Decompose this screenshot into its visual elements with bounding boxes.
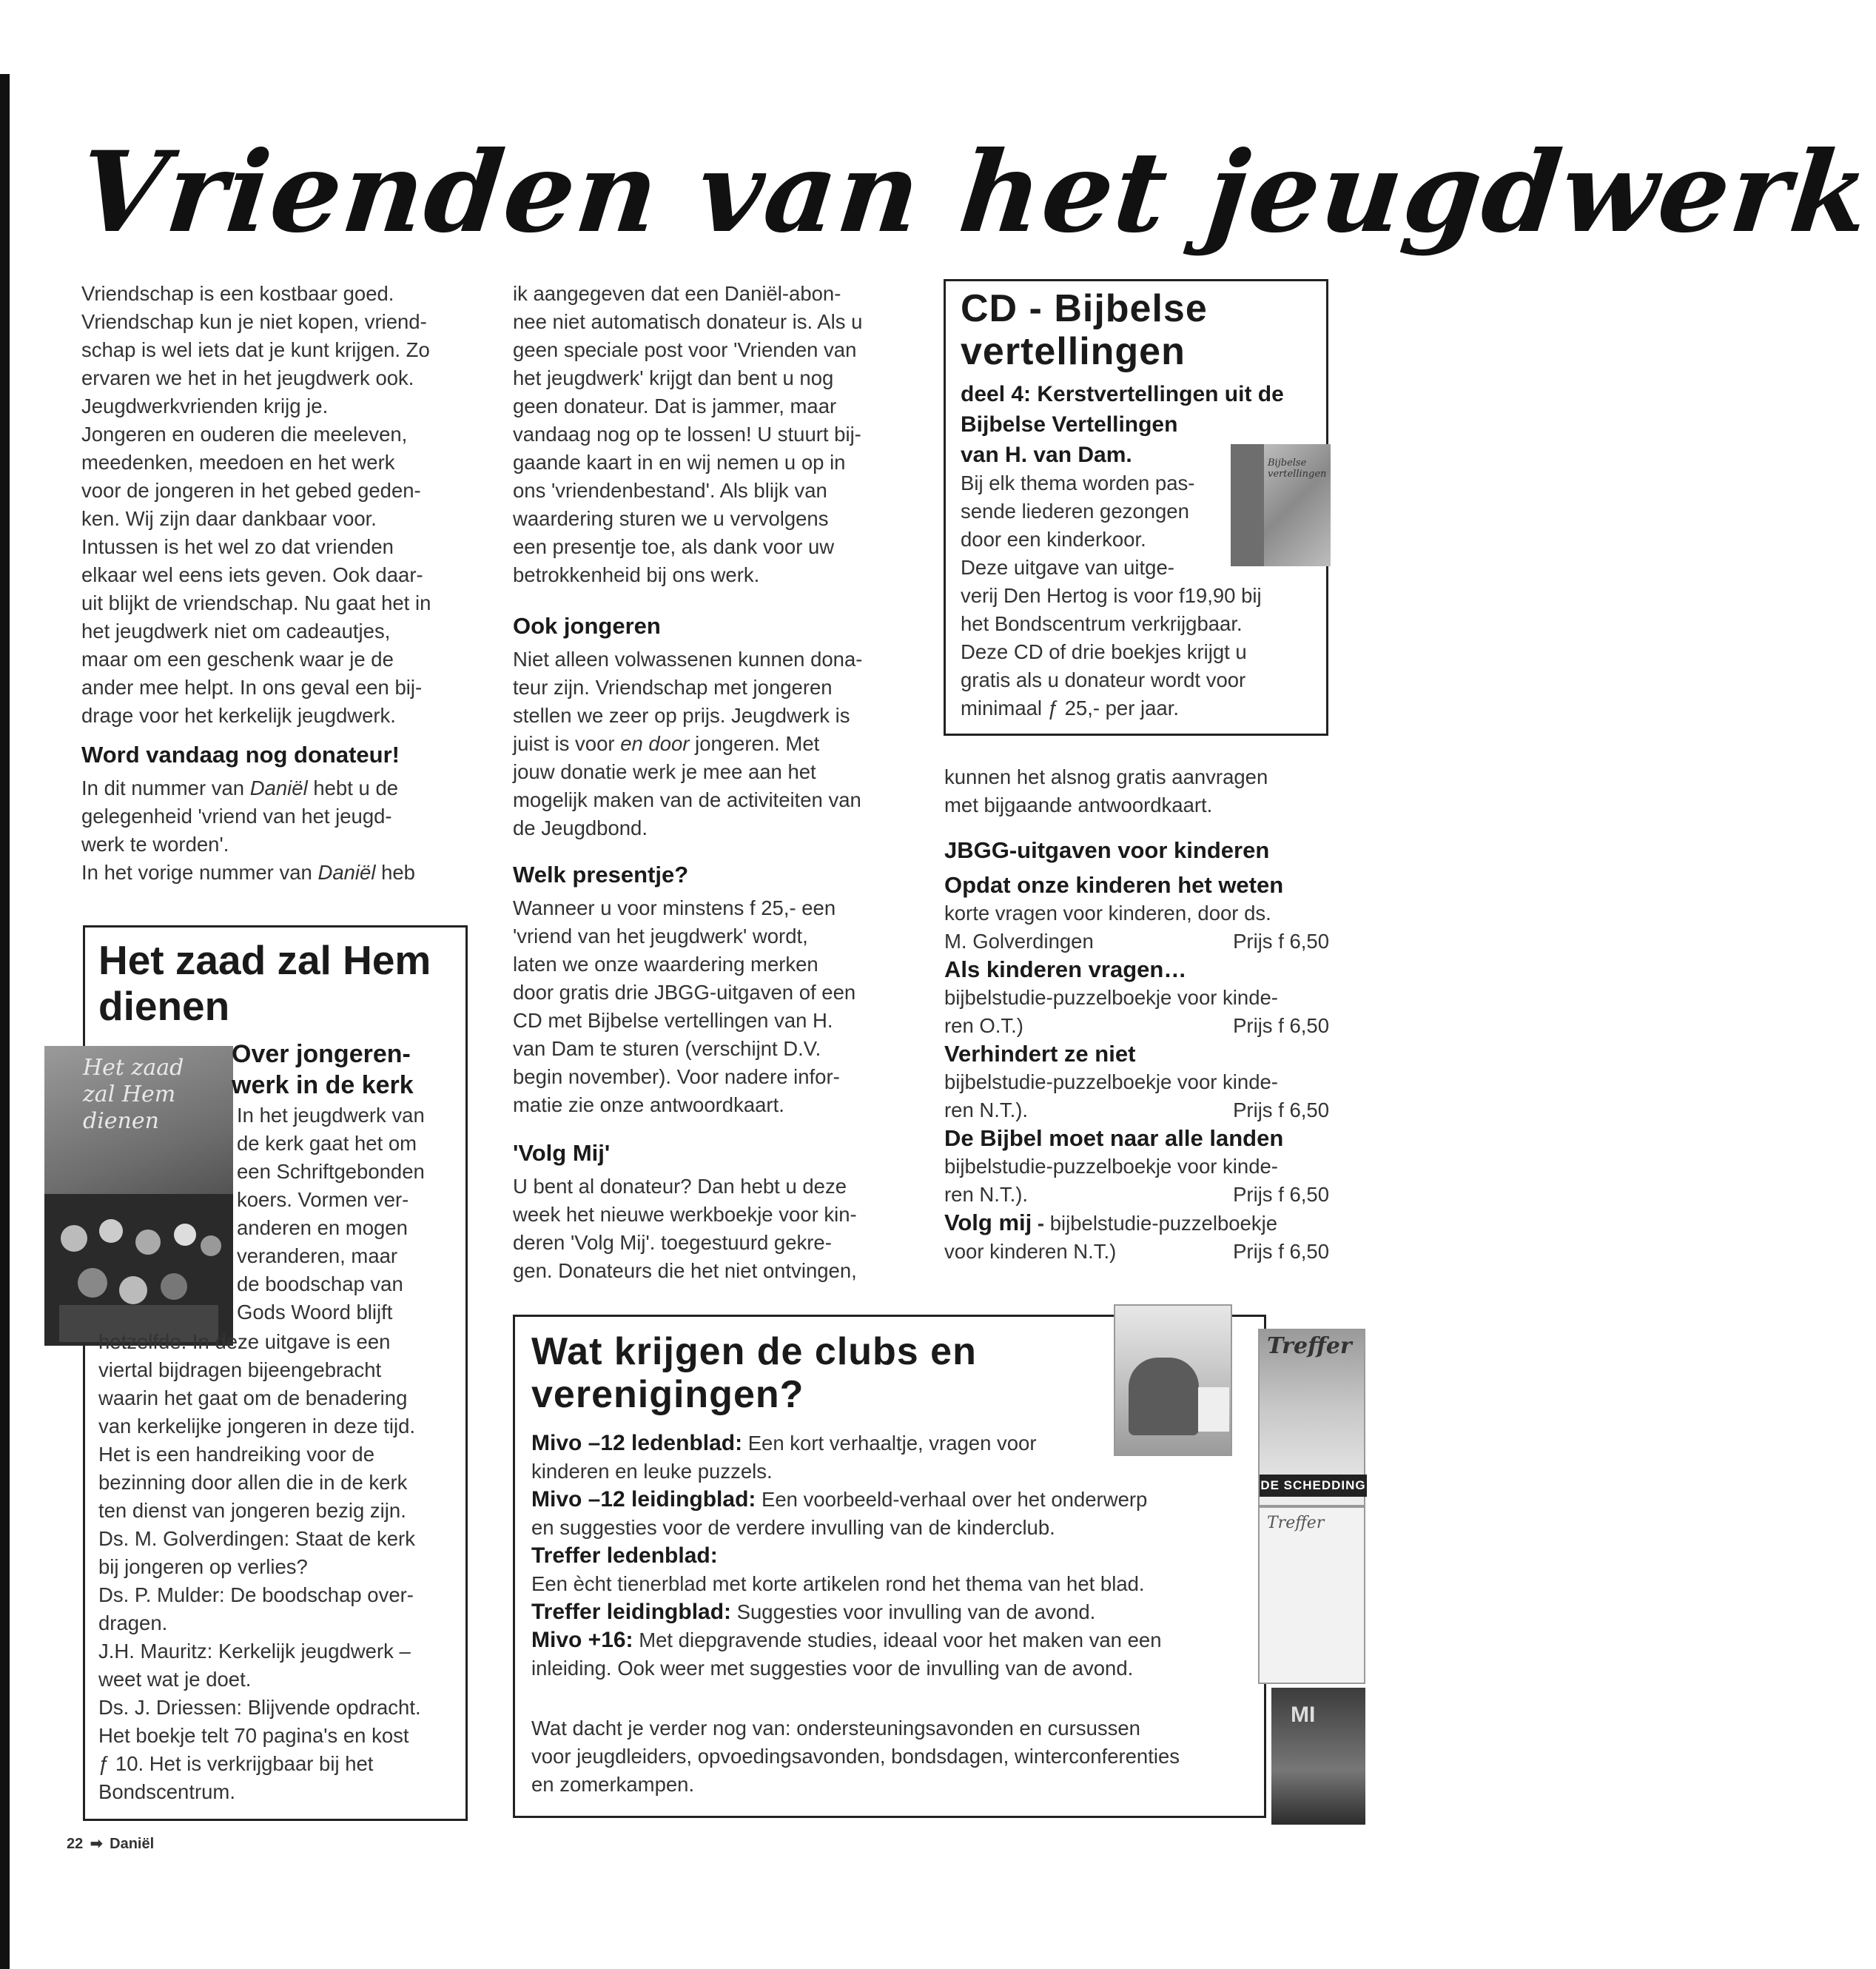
jbgg-item-price: Prijs f 6,50 [1233,1183,1329,1206]
jbgg-item-title: Opdat onze kinderen het weten [944,872,1284,898]
text-line: nee niet automatisch donateur is. Als u [513,310,863,333]
text-line: koers. Vormen ver- [237,1188,409,1211]
cd-box-title: CD - Bijbelse vertellingen [961,287,1208,374]
cd-box [944,279,1328,736]
text-line: Intussen is het wel zo dat vrienden [81,535,394,558]
text-line: ervaren we het in het jeugdwerk ook. [81,366,414,389]
text-line: bij jongeren op verlies? [98,1555,308,1578]
column-2 [513,280,912,1285]
text-line: deren 'Volg Mij'. toegestuurd gekre- [513,1231,832,1254]
club-entry: Treffer ledenblad: Een ècht tienerblad met korte artikelen rond het thema van het blad. [531,1543,1145,1595]
text-line: 'vriend van het jeugdwerk' wordt, [513,925,808,947]
text-line: ken. Wij zijn daar dankbaar voor. [81,507,377,530]
text-line: veranderen, maar [237,1244,398,1267]
text-line: minimaal ƒ 25,- per jaar. [961,697,1179,719]
column-3 [944,763,1329,1266]
text-line: begin november). Voor nadere infor- [513,1065,840,1088]
text-line: de kerk gaat het om [237,1132,417,1155]
text-line: van Dam te sturen (verschijnt D.V. [513,1037,821,1060]
club-entry: Mivo +16: Met diepgravende studies, ideaal voor het maken van een inleiding. Ook weer met suggesties voor de invulling van de avond. [531,1628,1162,1680]
text-line: Deze CD of drie boekjes krijgt u [961,640,1247,663]
text-line: het Bondscentrum verkrijgbaar. [961,612,1243,635]
book-box-wrap-text [237,1101,474,1326]
text-line: en zomerkampen. [531,1773,695,1796]
book-cover-title: Het zaad zal Hem dienen [83,1055,184,1134]
page-footer: 22 ➡ Daniël [67,1836,155,1852]
text-line: de Jeugdbond. [513,816,648,839]
jbgg-item-price: Prijs f 6,50 [1233,1014,1329,1037]
text-line: geen speciale post voor 'Vrienden van [513,338,857,361]
text-line: anderen en mogen [237,1216,408,1239]
text-line: matie zie onze antwoordkaart. [513,1093,784,1116]
text-line: ƒ 10. Het is verkrijgbaar bij het [98,1752,374,1775]
text-line: viertal bijdragen bijeengebracht [98,1358,382,1381]
text-line: In het jeugdwerk van [237,1104,425,1127]
jbgg-item-desc-end: ren O.T.) [944,1014,1023,1037]
jbgg-item-list [944,871,1329,1266]
text-line: Het boekje telt 70 pagina's en kost [98,1724,409,1747]
text-line: elkaar wel eens iets geven. Ook daar- [81,563,423,586]
text-line: Ds. J. Driessen: Blijvende opdracht. [98,1696,421,1719]
text-line: dragen. [98,1611,168,1634]
text-line: Wat dacht je verder nog van: ondersteuningsavonden en cursussen [531,1717,1140,1740]
text-line: geen donateur. Dat is jammer, maar [513,395,837,417]
text-line: betrokkenheid bij ons werk. [513,563,760,586]
club-entry-label: Mivo –12 leidingblad: [531,1487,756,1512]
book-box-het-zaad [83,925,468,1821]
mivo-16-thumbnail: MI [1271,1688,1365,1825]
heading-volg-mij: 'Volg Mij' [513,1140,611,1166]
jbgg-item-desc: bijbelstudie-puzzelboekje voor kinde- [944,1155,1278,1178]
text-line: vandaag nog op te lossen! U stuurt bij- [513,423,861,446]
text-line: sende liederen gezongen [961,500,1189,523]
book-box-body-text [98,1328,461,1806]
text-line: ons 'vriendenbestand'. Als blijk van [513,479,827,502]
text-line: van H. van Dam. [961,443,1132,467]
cd-box-body [961,469,1323,722]
club-entry: Mivo –12 ledenblad: Een kort verhaaltje, vragen voor kinderen en leuke puzzels. [531,1431,1037,1483]
treffer-magazine-thumbnail: Treffer DE SCHEDDING [1258,1329,1365,1506]
text-line: juist is voor en door jongeren. Met [513,732,820,755]
text-line: een presentje toe, als dank voor uw [513,535,835,558]
page-edge-bar [0,74,10,1969]
jbgg-item-desc: bijbelstudie-puzzelboekje [1049,1212,1277,1235]
clubs-closing-text [531,1714,1242,1799]
heading-welk-presentje: Welk presentje? [513,862,689,888]
text-line: waarin het gaat om de benadering [98,1386,408,1409]
jbgg-item-price: Prijs f 6,50 [1233,1098,1329,1121]
text-line: door gratis drie JBGG-uitgaven of een [513,981,856,1004]
text-line: Jongeren en ouderen die meeleven, [81,423,408,446]
treffer-leidingblad-thumbnail: Treffer [1258,1506,1365,1684]
text-line: In dit nummer van Daniël hebt u de [81,776,399,799]
text-line: van kerkelijke jongeren in deze tijd. [98,1415,416,1438]
book-cover-photo [44,1194,233,1346]
jbgg-item [944,1124,1329,1209]
text-line: verij Den Hertog is voor f19,90 bij [961,584,1262,607]
text-line: gratis als u donateur wordt voor [961,668,1246,691]
text-line: gen. Donateurs die het niet ontvingen, [513,1259,857,1282]
text-line: mogelijk maken van de activiteiten van [513,788,861,811]
heading-jbgg-uitgaven: JBGG-uitgaven voor kinderen [944,837,1270,863]
text-line: Bondscentrum. [98,1780,235,1803]
text-line: ander mee helpt. In ons geval een bij- [81,676,423,699]
text-line: voor de jongeren in het gebed geden- [81,479,421,502]
jbgg-item-desc: bijbelstudie-puzzelboekje voor kinde- [944,986,1278,1009]
text-line: met bijgaande antwoordkaart. [944,794,1213,816]
club-entry-label: Mivo +16: [531,1628,633,1652]
text-line: stellen we zeer op prijs. Jeugdwerk is [513,704,850,727]
club-entry: Mivo –12 leidingblad: Een voorbeeld-verhaal over het onderwerp en suggesties voor de verdere invulling van de kinderclub. [531,1487,1148,1539]
text-line: Ds. M. Golverdingen: Staat de kerk [98,1527,415,1550]
text-line: weet wat je doet. [98,1668,252,1691]
jbgg-item-desc-end: voor kinderen N.T.) [944,1240,1117,1263]
text-line: uit blijkt de vriendschap. Nu gaat het in [81,591,431,614]
jbgg-item [944,871,1329,956]
text-line: gaande kaart in en wij nemen u op in [513,451,846,474]
mivo-magazine-thumbnail [1114,1304,1232,1456]
text-line: Vriendschap is een kostbaar goed. [81,282,394,305]
clubs-box-title: Wat krijgen de clubs en verenigingen? [531,1330,977,1417]
text-line: U bent al donateur? Dan hebt u deze [513,1175,847,1198]
jbgg-item-desc-end: ren N.T.). [944,1098,1029,1121]
text-line: ik aangegeven dat een Daniël-abon- [513,282,841,305]
intro-text [81,280,474,730]
text-line: J.H. Mauritz: Kerkelijk jeugdwerk – [98,1640,411,1663]
text-line: CD met Bijbelse vertellingen van H. [513,1009,833,1032]
column-1 [81,280,474,887]
text-line: Wanneer u voor minstens f 25,- een [513,896,836,919]
jbgg-item: Volg mij - bijbelstudie-puzzelboekje voor kinderen N.T.) Prijs f 6,50 [944,1209,1329,1266]
club-entry-label: Treffer leidingblad: [531,1600,732,1624]
jbgg-item-desc: bijbelstudie-puzzelboekje voor kinde- [944,1070,1278,1093]
text-line: teur zijn. Vriendschap met jongeren [513,676,833,699]
text-line: Vriendschap kun je niet kopen, vriend- [81,310,427,333]
text-line: laten we onze waardering merken [513,953,818,976]
jbgg-item-title: Verhindert ze niet [944,1041,1136,1067]
jbgg-item-price: Prijs f 6,50 [1233,1240,1329,1263]
club-entry-label: Treffer ledenblad: [531,1543,718,1568]
jbgg-item-title: De Bijbel moet naar alle landen [944,1125,1284,1151]
text-line: deel 4: Kerstvertellingen uit de [961,382,1284,406]
club-entry: Treffer leidingblad: Suggesties voor invulling van de avond. [531,1600,1096,1624]
text-line: drage voor het kerkelijk jeugdwerk. [81,704,396,727]
text-line: de boodschap van [237,1272,403,1295]
text-line: Bijbelse Vertellingen [961,412,1178,437]
text-line: jouw donatie werk je mee aan het [513,760,816,783]
text-line: maar om een geschenk waar je de [81,648,394,671]
donateur-text [81,774,474,887]
text-line: het jeugdwerk' krijgt dan bent u nog [513,366,834,389]
jbgg-item-title: Als kinderen vragen… [944,956,1187,982]
text-line: Ds. P. Mulder: De boodschap over- [98,1583,414,1606]
text-line: Gods Woord blijft [237,1301,393,1324]
text-line: Jeugdwerkvrienden krijg je. [81,395,329,417]
jbgg-item-desc: korte vragen voor kinderen, door ds. [944,902,1271,925]
jbgg-item-price: Prijs f 6,50 [1233,930,1329,953]
text-line: het jeugdwerk niet om cadeautjes, [81,620,391,643]
page-title: Vrienden van het jeugdwerk [73,127,1876,258]
text-line: ten dienst van jongeren bezig zijn. [98,1499,406,1522]
jbgg-item [944,956,1329,1040]
jbgg-item-title: Volg mij [944,1210,1032,1235]
text-line: bezinning door allen die in de kerk [98,1471,408,1494]
jbgg-item-desc-end: ren N.T.). [944,1183,1029,1206]
text-line: Bij elk thema worden pas- [961,472,1195,494]
jbgg-item-desc-end: M. Golverdingen [944,930,1094,953]
heading-ook-jongeren: Ook jongeren [513,613,661,639]
text-line: In het vorige nummer van Daniël heb [81,861,415,884]
text-line: week het nieuwe werkboekje voor kin- [513,1203,857,1226]
text-line: Niet alleen volwassenen kunnen dona- [513,648,863,671]
heading-donateur: Word vandaag nog donateur! [81,742,400,768]
text-line: een Schriftgebonden [237,1160,425,1183]
text-line: Deze uitgave van uitge- [961,556,1174,579]
text-line: voor jeugdleiders, opvoedingsavonden, bondsdagen, winterconferenties [531,1745,1180,1768]
text-line: door een kinderkoor. [961,528,1146,551]
book-cover-image [44,1046,233,1346]
text-line: meedenken, meedoen en het werk [81,451,395,474]
text-line: kunnen het alsnog gratis aanvragen [944,765,1268,788]
clubs-entries [531,1429,1242,1683]
text-line: waardering sturen we u vervolgens [513,507,829,530]
book-box-title: Het zaad zal Hem dienen [98,937,431,1029]
jbgg-item [944,1040,1329,1124]
text-line: werk te worden'. [81,833,229,856]
club-entry-label: Mivo –12 ledenblad: [531,1431,743,1455]
text-line: hetzelfde. In deze uitgave is een [98,1330,391,1353]
text-line: schap is wel iets dat je kunt krijgen. Zo [81,338,430,361]
text-line: gelegenheid 'vriend van het jeugd- [81,805,392,828]
cd-cover-title: Bijbelse vertellingen [1268,457,1327,480]
text-line: Het is een handreiking voor de [98,1443,375,1466]
book-box-subtitle: Over jongeren- werk in de kerk [232,1040,414,1099]
